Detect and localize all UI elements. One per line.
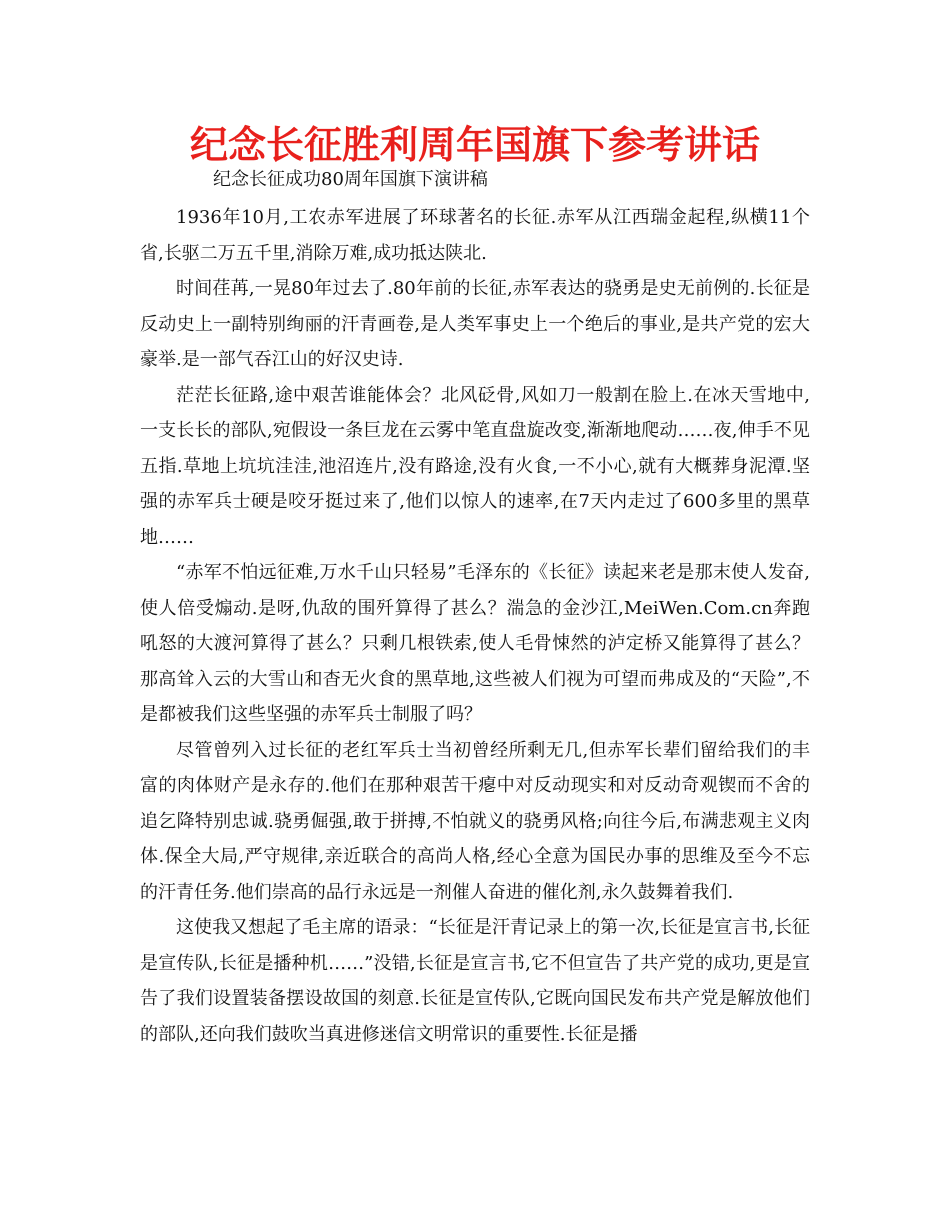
- document-title: 纪念长征胜利周年国旗下参考讲话: [189, 123, 760, 167]
- paragraph: 茫茫长征路,途中艰苦谁能体会？北风砭骨,风如刀一般割在脸上.在冰天雪地中,一支长长的部队,宛假设一条巨龙在云雾中笔直盘旋改变,渐渐地爬动……夜,伸手不见五指.草地上坑坑洼洼,池沼连片,没有路途,没有火食,一不小心,就有大概葬身泥潭.坚强的赤军兵士硬是咬牙挺过来了,他们以惊人的速率,在7天内走过了600多里的黑草地……: [140, 384, 810, 548]
- paragraph: 1936年10月,工农赤军进展了环球著名的长征.赤军从江西瑞金起程,纵横11个省,长驱二万五千里,消除万难,成功抵达陕北.: [140, 207, 810, 264]
- paragraph: 尽管曾列入过长征的老红军兵士当初曾经所剩无几,但赤军长辈们留给我们的丰富的肉体财产是永存的.他们在那种艰苦干瘪中对反动现实和对反动奇观锲而不舍的追乞降特别忠诚.骁勇倔强,敢于拼搏,不怕就义的骁勇风格;向往今后,布满悲观主义肉体.保全大局,严守规律,亲近联合的高尚人格,经心全意为国民办事的思维及至今不忘的汗青任务.他们崇高的品行永远是一剂催人奋进的催化剂,永久鼓舞着我们.: [140, 739, 810, 903]
- document-body: [140, 200, 810, 1052]
- paragraph: “赤军不怕远征难,万水千山只轻易”毛泽东的《长征》读起来老是那末使人发奋,使人倍受煽动.是呀,仇敌的围歼算得了甚么？湍急的金沙江,MeiWen.Com.cn奔跑吼怒的大渡河算得了甚么？只剩几根铁索,使人毛骨悚然的泸定桥又能算得了甚么？那高耸入云的大雪山和杳无火食的黑草地,这些被人们视为可望而弗成及的“天险”,不是都被我们这些坚强的赤军兵士制服了吗？: [140, 562, 810, 725]
- document-subtitle: 纪念长征成功80周年国旗下演讲稿: [213, 169, 488, 190]
- paragraph: 这使我又想起了毛主席的语录：“长征是汗青记录上的第一次,长征是宣言书,长征是宣传队,长征是播种机……”没错,长征是宣言书,它不但宣告了共产党的成功,更是宣告了我们设置装备摆设故国的刻意.长征是宣传队,它既向国民发布共产党是解放他们的部队,还向我们鼓吹当真进修迷信文明常识的重要性.长征是播: [140, 917, 810, 1045]
- paragraph: 时间荏苒,一晃80年过去了.80年前的长征,赤军表达的骁勇是史无前例的.长征是反动史上一副特别绚丽的汗青画卷,是人类军事史上一个绝后的事业,是共产党的宏大豪举.是一部气吞江山的好汉史诗.: [140, 278, 810, 370]
